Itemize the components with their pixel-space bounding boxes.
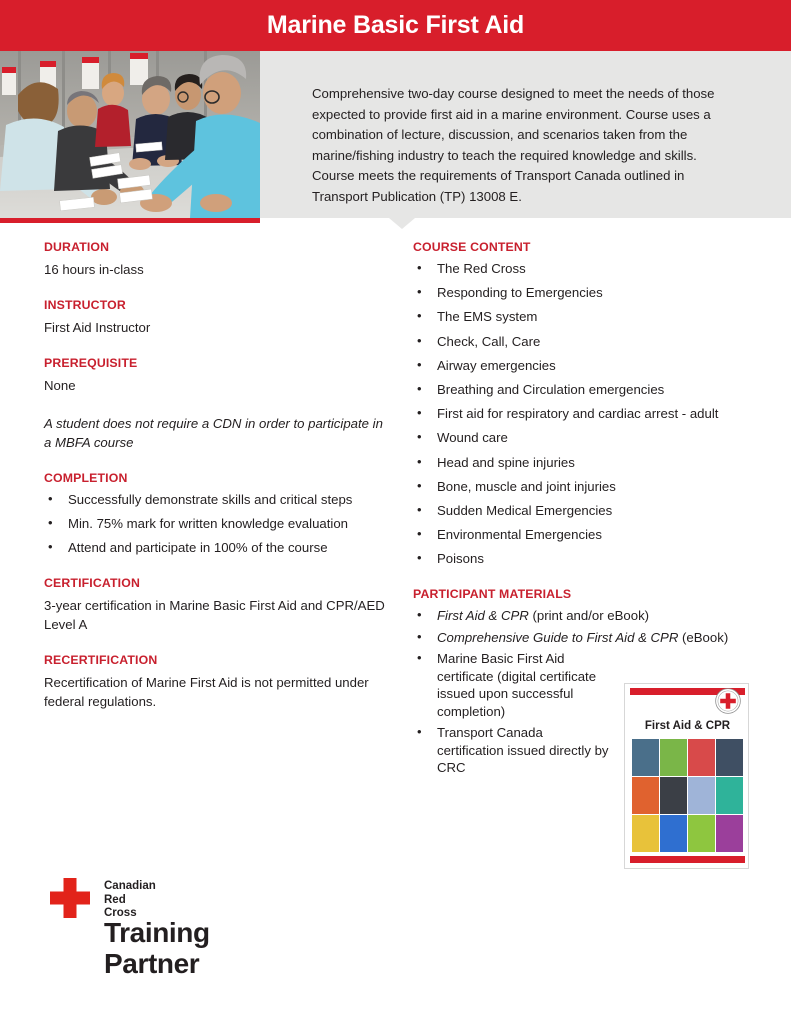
red-cross-emblem-icon	[715, 688, 741, 714]
section-completion	[44, 471, 389, 557]
book-bottom-bar	[630, 856, 745, 863]
description-text: Comprehensive two-day course designed to meet the needs of those expected to provide first aid in a marine environment. Course uses a combination of lecture, discussion, and scenarios taken from the marine/fishing industry to teach the required knowledge and skills. Course meets the requirements of Transport Canada outlined in Transport Publication (TP) 13008 E.	[312, 86, 715, 204]
list-item: • Successfully demonstrate skills and critical steps	[44, 491, 389, 509]
book-title: First Aid & CPR	[644, 720, 731, 732]
completion-list	[44, 491, 389, 557]
participant-materials-heading: PARTICIPANT MATERIALS	[413, 587, 572, 602]
list-item: • Bone, muscle and joint injuries	[413, 478, 758, 496]
list-item: • First Aid & CPR (print and/or eBook)	[413, 607, 758, 625]
org-name	[104, 880, 156, 921]
list-item: • Airway emergencies	[413, 357, 758, 375]
book-photo-tile	[716, 777, 743, 814]
prerequisite-note-text: A student does not require a CDN in order to participate in a MBFA course	[44, 416, 383, 450]
list-item: • Breathing and Circulation emergencies	[413, 381, 758, 399]
instructor-heading: INSTRUCTOR	[44, 298, 126, 312]
org-name-line2: Red Cross	[104, 893, 137, 919]
certification-heading: CERTIFICATION	[44, 576, 140, 590]
section-instructor	[44, 298, 389, 337]
course-content-heading: COURSE CONTENT	[413, 240, 531, 254]
description-notch-triangle	[389, 218, 415, 229]
prerequisite-heading: PREREQUISITE	[44, 356, 138, 370]
book-photo-tile	[688, 777, 715, 814]
org-name-line1: Canadian	[104, 880, 156, 892]
book-photo-tile	[632, 815, 659, 852]
training-partner-line1: Training	[104, 917, 210, 948]
hero-photo-red-rule	[0, 218, 260, 223]
list-item: • Head and spine injuries	[413, 454, 758, 472]
list-item: • Responding to Emergencies	[413, 284, 758, 302]
book-photo-tile	[660, 777, 687, 814]
book-cover-first-aid-cpr	[624, 683, 749, 869]
section-course-content	[413, 240, 758, 568]
list-item: • Min. 75% mark for written knowledge evaluation	[44, 515, 389, 533]
list-item: • Wound care	[413, 429, 758, 447]
prerequisite-body: None	[44, 378, 76, 393]
list-item: • The EMS system	[413, 308, 758, 326]
section-certification	[44, 576, 389, 634]
hero-photo	[0, 51, 260, 218]
book-photo-tile	[632, 739, 659, 776]
book-photo-tile	[632, 777, 659, 814]
red-cross-icon	[50, 878, 90, 918]
book-photo-tile	[660, 815, 687, 852]
training-partner-label	[104, 917, 210, 979]
book-photo-tile	[716, 739, 743, 776]
duration-heading: DURATION	[44, 240, 110, 254]
course-content-list	[413, 260, 758, 568]
prerequisite-note	[44, 414, 389, 452]
list-item: • Comprehensive Guide to First Aid & CPR (eBook)	[413, 629, 758, 647]
training-partner-line2: Partner	[104, 948, 200, 979]
list-item: • Sudden Medical Emergencies	[413, 502, 758, 520]
completion-heading: COMPLETION	[44, 471, 128, 485]
certification-body: 3-year certification in Marine Basic First Aid and CPR/AED Level A	[44, 598, 385, 632]
recertification-heading: RECERTIFICATION	[44, 653, 158, 667]
book-photo-tile	[688, 815, 715, 852]
left-column	[44, 240, 389, 730]
material-title: Comprehensive Guide to First Aid & CPR	[437, 629, 679, 645]
section-prerequisite	[44, 356, 389, 395]
page-title: Marine Basic First Aid	[266, 11, 525, 39]
list-item: • The Red Cross	[413, 260, 758, 278]
list-item: • Poisons	[413, 550, 758, 568]
section-duration	[44, 240, 389, 279]
duration-body: 16 hours in-class	[44, 262, 144, 277]
list-item: • Check, Call, Care	[413, 333, 758, 351]
section-recertification	[44, 653, 389, 711]
recertification-body: Recertification of Marine First Aid is not permitted under federal regulations.	[44, 675, 369, 709]
list-item: • Marine Basic First Aid certificate (digital certificate issued upon successful completion)	[413, 650, 613, 720]
instructor-body: First Aid Instructor	[44, 320, 151, 335]
book-photo-tile	[716, 815, 743, 852]
material-title: First Aid & CPR	[437, 608, 529, 624]
list-item: • First aid for respiratory and cardiac arrest - adult	[413, 405, 758, 423]
list-item: • Environmental Emergencies	[413, 526, 758, 544]
book-photo-tile	[660, 739, 687, 776]
book-photo-grid	[632, 739, 743, 852]
list-item: • Transport Canada certification issued directly by CRC	[413, 724, 613, 777]
book-photo-tile	[688, 739, 715, 776]
list-item: • Attend and participate in 100% of the course	[44, 539, 389, 557]
